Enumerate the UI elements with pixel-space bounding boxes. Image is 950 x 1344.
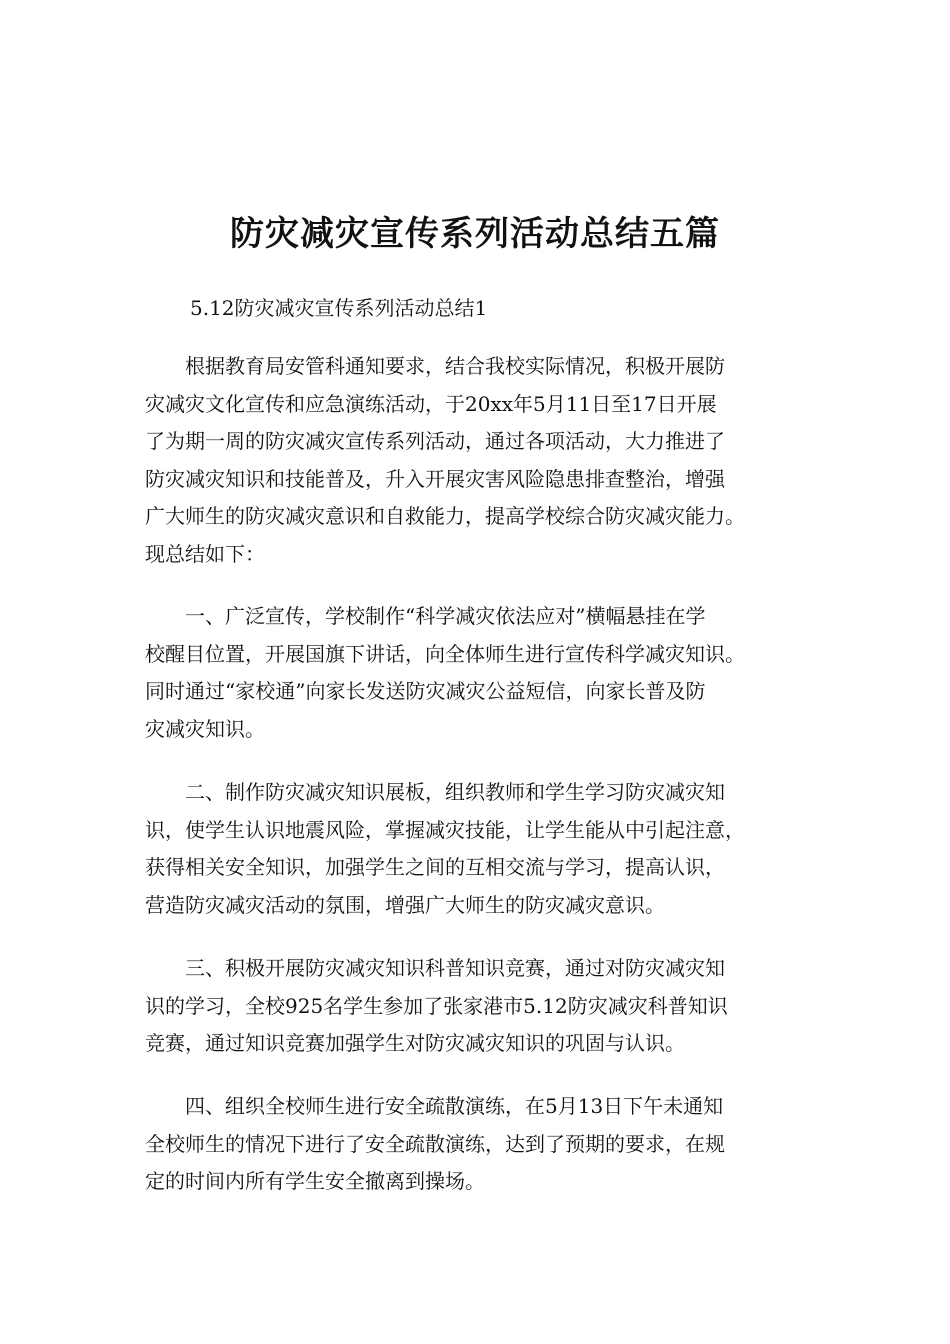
paragraph-line: 根据教育局安管科通知要求，结合我校实际情况，积极开展防 <box>145 354 725 378</box>
paragraph-line: 现总结如下： <box>145 541 265 566</box>
paragraph-item-2 <box>145 774 815 924</box>
paragraph-line: 防灾减灾知识和技能普及，升入开展灾害风险隐患排查整治，增强 <box>145 466 725 491</box>
paragraph-intro <box>145 348 815 573</box>
paragraph-line: 四、组织全校师生进行安全疏散演练，在5月13日下午未通知 <box>145 1094 724 1118</box>
paragraph-item-4 <box>145 1088 815 1201</box>
paragraph-item-3 <box>145 950 815 1063</box>
paragraph-line: 校醒目位置，开展国旗下讲话，向全体师生进行宣传科学减灾知识。 <box>145 641 745 666</box>
paragraph-line: 营造防灾减灾活动的氛围，增强广大师生的防灾减灾意识。 <box>145 892 665 917</box>
paragraph-line: 一、广泛宣传，学校制作“科学减灾依法应对”横幅悬挂在学 <box>145 604 706 628</box>
paragraph-line: 竞赛，通过知识竞赛加强学生对防灾减灾知识的巩固与认识。 <box>145 1031 685 1055</box>
section-heading: 5.12防灾减灾宣传系列活动总结1 <box>190 296 488 320</box>
paragraph-line: 灾减灾文化宣传和应急演练活动，于20xx年5月11日至17日开展 <box>145 391 717 416</box>
paragraph-line: 广大师生的防灾减灾意识和自救能力，提高学校综合防灾减灾能力。 <box>145 504 745 528</box>
paragraph-line: 灾减灾知识。 <box>145 716 265 741</box>
paragraph-line: 定的时间内所有学生安全撤离到操场。 <box>145 1169 485 1193</box>
paragraph-line: 二、制作防灾减灾知识展板，组织教师和学生学习防灾减灾知 <box>145 780 725 804</box>
document-title: 防灾减灾宣传系列活动总结五篇 <box>230 214 720 254</box>
paragraph-line: 了为期一周的防灾减灾宣传系列活动，通过各项活动，大力推进了 <box>145 429 725 453</box>
paragraph-line: 全校师生的情况下进行了安全疏散演练，达到了预期的要求，在规 <box>145 1131 725 1156</box>
paragraph-item-1 <box>145 598 815 748</box>
paragraph-line: 识，使学生认识地震风险，掌握减灾技能，让学生能从中引起注意， <box>145 817 745 842</box>
paragraph-line: 三、积极开展防灾减灾知识科普知识竞赛，通过对防灾减灾知 <box>145 956 725 980</box>
paragraph-line: 获得相关安全知识，加强学生之间的互相交流与学习，提高认识， <box>145 855 725 879</box>
paragraph-line: 识的学习，全校925名学生参加了张家港市5.12防灾减灾科普知识 <box>145 993 728 1018</box>
paragraph-line: 同时通过“家校通”向家长发送防灾减灾公益短信，向家长普及防 <box>145 679 706 703</box>
